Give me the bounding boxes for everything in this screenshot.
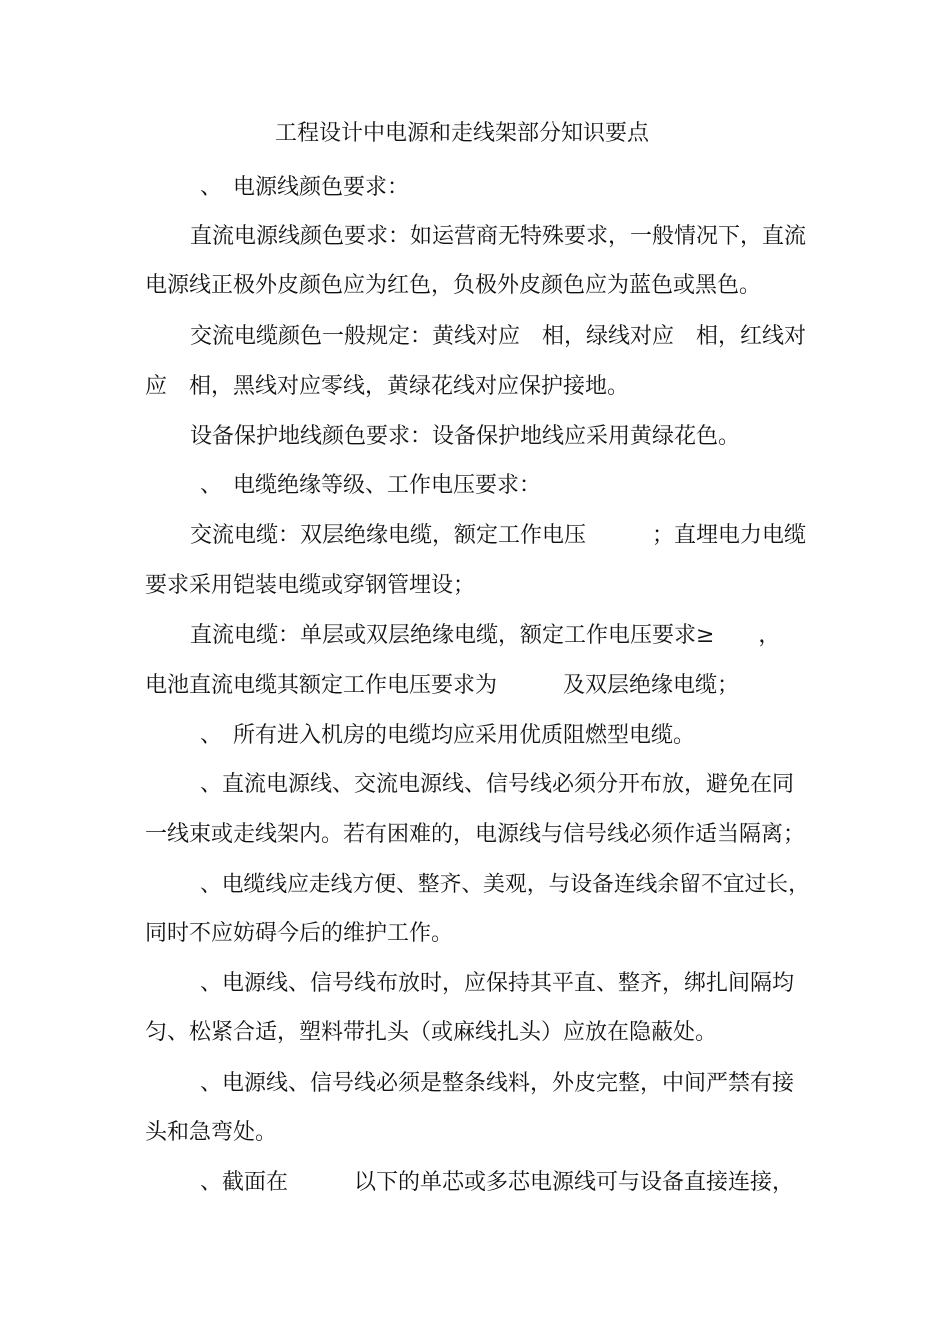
text-line: 电池直流电缆其额定工作电压要求为 及双层绝缘电缆；	[145, 673, 740, 698]
text-line: 一线束或走线架内。若有困难的，电源线与信号线必须作适当隔离；	[145, 822, 806, 847]
text-line: 头和急弯处。	[145, 1120, 278, 1145]
text-line: 直流电源线颜色要求：如运营商无特殊要求，一般情况下，直流	[190, 224, 807, 249]
text-line: 、 所有进入机房的电缆均应采用优质阻燃型电缆。	[200, 723, 696, 748]
text-line: 同时不应妨碍今后的维护工作。	[145, 921, 454, 946]
text-line: 、电缆线应走线方便、整齐、美观，与设备连线余留不宜过长，	[200, 872, 810, 897]
text-line: 匀、松紧合适，塑料带扎头（或麻线扎头）应放在隐蔽处。	[145, 1020, 718, 1045]
text-line: 、电源线、信号线布放时，应保持其平直、整齐，绑扎间隔均	[200, 971, 795, 996]
text-line: 要求采用铠装电缆或穿钢管埋设；	[145, 573, 476, 598]
text-line: 、 电源线颜色要求：	[200, 175, 410, 200]
text-line: 交流电缆：双层绝缘电缆，额定工作电压 ；直埋电力电缆	[190, 523, 807, 548]
text-line: 直流电缆：单层或双层绝缘电缆，额定工作电压要求≥ ，	[190, 623, 781, 648]
text-line: 电源线正极外皮颜色应为红色，负极外皮颜色应为蓝色或黑色。	[145, 273, 762, 298]
text-line: 设备保护地线颜色要求：设备保护地线应采用黄绿花色。	[190, 424, 741, 449]
text-line: 、电源线、信号线必须是整条线料，外皮完整，中间严禁有接	[200, 1071, 795, 1096]
text-line: 、直流电源线、交流电源线、信号线必须分开布放，避免在同	[200, 772, 795, 797]
text-line: 、 电缆绝缘等级、工作电压要求：	[200, 473, 542, 498]
document-title: 工程设计中电源和走线架部分知识要点	[275, 121, 650, 146]
text-line: 交流电缆颜色一般规定：黄线对应 相，绿线对应 相，红线对	[190, 324, 807, 349]
text-line: 、截面在 以下的单芯或多芯电源线可与设备直接连接，	[200, 1170, 795, 1195]
text-line: 应 相，黑线对应零线，黄绿花线对应保护接地。	[145, 374, 630, 399]
